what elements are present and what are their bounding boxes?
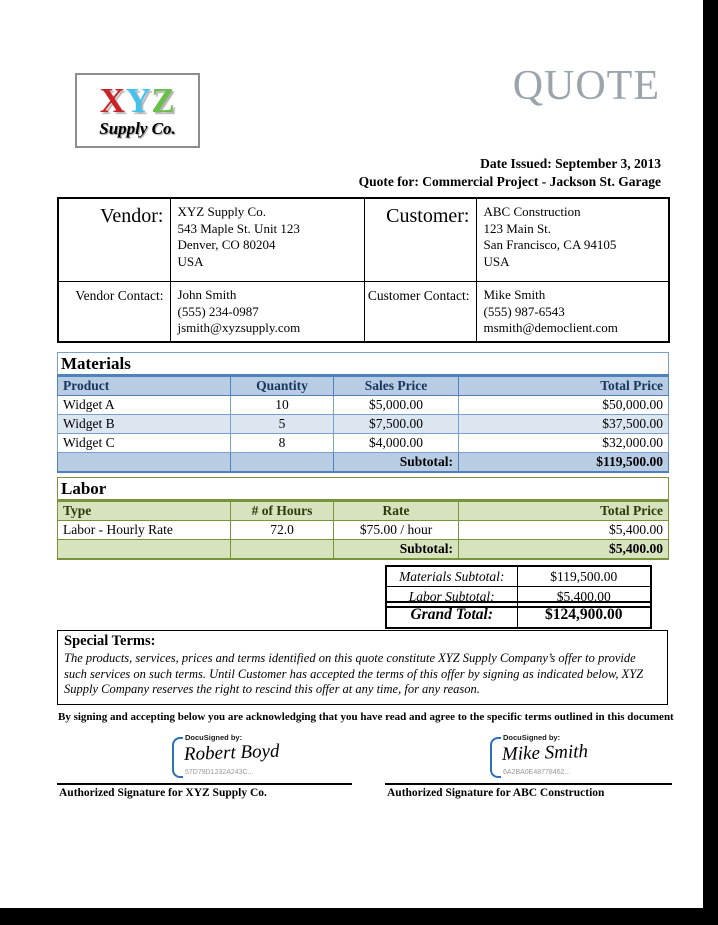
customer-signature: Mike Smith [501, 741, 589, 765]
docusign-bracket-icon [172, 737, 183, 778]
customer-city: San Francisco, CA 94105 [483, 237, 617, 252]
logo-letter-z: Z [151, 80, 176, 120]
empty-cell [231, 540, 334, 560]
company-logo [75, 73, 200, 148]
quote-heading: QUOTE [512, 63, 660, 109]
table-row [58, 434, 669, 453]
quote-for-value: Commercial Project - Jackson St. Garage [422, 173, 661, 189]
vendor-contact-label: Vendor Contact: [58, 282, 170, 343]
materials-subtotal-value: $119,500.00 [459, 453, 669, 473]
empty-cell [58, 453, 231, 473]
customer-signature-caption: Authorized Signature for ABC Construction [387, 787, 605, 799]
quote-for-line [359, 173, 661, 191]
labor-col-total-price: Total Price [459, 501, 669, 521]
docusigned-by-label: DocuSigned by: [185, 733, 243, 742]
customer-street: 123 Main St. [483, 220, 552, 236]
table-row [386, 566, 651, 587]
materials-quantity: 8 [231, 434, 334, 453]
customer-address [476, 198, 669, 282]
quote-for-label: Quote for: [358, 173, 419, 189]
materials-quantity: 5 [231, 415, 334, 434]
labor-hours: 72.0 [231, 521, 334, 540]
labor-type: Labor - Hourly Rate [58, 521, 231, 540]
docusigned-by-label: DocuSigned by: [503, 733, 561, 742]
docusign-stamp-customer [488, 733, 638, 783]
labor-col-hours: # of Hours [231, 501, 334, 521]
vendor-signature-caption: Authorized Signature for XYZ Supply Co. [59, 787, 267, 799]
materials-product: Widget B [58, 415, 231, 434]
vendor-contact-email: jsmith@xyzsupply.com [177, 320, 301, 335]
logo-subtitle: Supply Co. [99, 118, 176, 138]
issue-info [359, 155, 661, 190]
labor-rate: $75.00 / hour [334, 521, 459, 540]
labor-title: Labor [58, 478, 669, 501]
special-terms-box [57, 630, 668, 705]
customer-contact-email: msmith@democlient.com [483, 320, 618, 335]
acknowledgment-text: By signing and accepting below you are acknowledging that you have read and agree to the specific terms outlined in this document [58, 711, 674, 723]
customer-label: Customer: [364, 198, 476, 282]
customer-country: USA [483, 253, 510, 269]
logo-letters [99, 80, 176, 120]
logo-letter-y: Y [125, 80, 152, 120]
materials-subtotal-row [58, 453, 669, 473]
empty-cell [231, 453, 334, 473]
grand-total-value: $124,900.00 [517, 602, 651, 628]
materials-total-price: $32,000.00 [459, 434, 669, 453]
materials-quantity: 10 [231, 396, 334, 415]
materials-sales-price: $4,000.00 [334, 434, 459, 453]
materials-col-sales-price: Sales Price [334, 376, 459, 396]
labor-subtotal-summary-label: Labor Subtotal: [386, 587, 517, 608]
vendor-city: Denver, CO 80204 [177, 237, 276, 252]
vendor-name: XYZ Supply Co. [177, 204, 266, 219]
vendor-contact-info [170, 282, 364, 343]
materials-col-quantity: Quantity [231, 376, 334, 396]
labor-table [57, 477, 669, 560]
vendor-label: Vendor: [58, 198, 170, 282]
logo-letter-x: X [99, 80, 126, 120]
vendor-contact-name: John Smith [177, 287, 237, 302]
grand-total-table [385, 601, 652, 629]
vendor-signature: Robert Boyd [183, 740, 280, 765]
table-row [58, 415, 669, 434]
materials-sales-price: $7,500.00 [334, 415, 459, 434]
vendor-address [170, 198, 364, 282]
customer-contact-phone: (555) 987-6543 [483, 303, 565, 319]
customer-signature-id: 6A2BA0E48778462... [503, 769, 571, 776]
special-terms-heading: Special Terms: [64, 633, 156, 649]
materials-subtotal-summary-label: Materials Subtotal: [386, 566, 517, 587]
materials-product: Widget A [58, 396, 231, 415]
date-issued-line [359, 155, 661, 173]
materials-subtotal-summary-value: $119,500.00 [517, 566, 651, 587]
materials-col-product: Product [58, 376, 231, 396]
empty-cell [58, 540, 231, 560]
labor-col-rate: Rate [334, 501, 459, 521]
materials-col-total-price: Total Price [459, 376, 669, 396]
customer-signature-line [385, 783, 672, 785]
grand-total-row [386, 602, 651, 628]
labor-subtotal-label: Subtotal: [334, 540, 459, 560]
labor-col-type: Type [58, 501, 231, 521]
customer-contact-info [476, 282, 669, 343]
vendor-contact-phone: (555) 234-0987 [177, 303, 259, 319]
vendor-country: USA [177, 253, 204, 269]
vendor-signature-line [57, 783, 352, 785]
special-terms-body: The products, services, prices and terms identified on this quote constitute XYZ Supply Company’s offer to provide such services on such terms. Until Customer has accepted the terms of this offer by signing as indicated below, XYZ Supply Company reserves the right to rescind this offer at any time, for any reason. [64, 651, 644, 696]
materials-total-price: $37,500.00 [459, 415, 669, 434]
labor-subtotal-row [58, 540, 669, 560]
date-issued-label: Date Issued: [480, 156, 552, 171]
materials-product: Widget C [58, 434, 231, 453]
vendor-street: 543 Maple St. Unit 123 [177, 220, 300, 236]
labor-subtotal-summary-value: $5,400.00 [517, 587, 651, 608]
materials-sales-price: $5,000.00 [334, 396, 459, 415]
materials-total-price: $50,000.00 [459, 396, 669, 415]
labor-subtotal-value: $5,400.00 [459, 540, 669, 560]
grand-total-label: Grand Total: [386, 602, 517, 628]
parties-table [57, 197, 670, 343]
materials-title: Materials [58, 353, 669, 376]
customer-contact-name: Mike Smith [483, 287, 546, 302]
materials-subtotal-label: Subtotal: [334, 453, 459, 473]
table-row [58, 396, 669, 415]
labor-total-price: $5,400.00 [459, 521, 669, 540]
table-row [58, 521, 669, 540]
date-issued-value: September 3, 2013 [555, 156, 661, 171]
customer-contact-label: Customer Contact: [364, 282, 476, 343]
docusign-bracket-icon [490, 737, 501, 778]
materials-table [57, 352, 669, 473]
customer-name: ABC Construction [483, 204, 581, 219]
vendor-signature-id: 57D79D1232A243C... [185, 769, 254, 776]
docusign-stamp-vendor [170, 733, 320, 783]
